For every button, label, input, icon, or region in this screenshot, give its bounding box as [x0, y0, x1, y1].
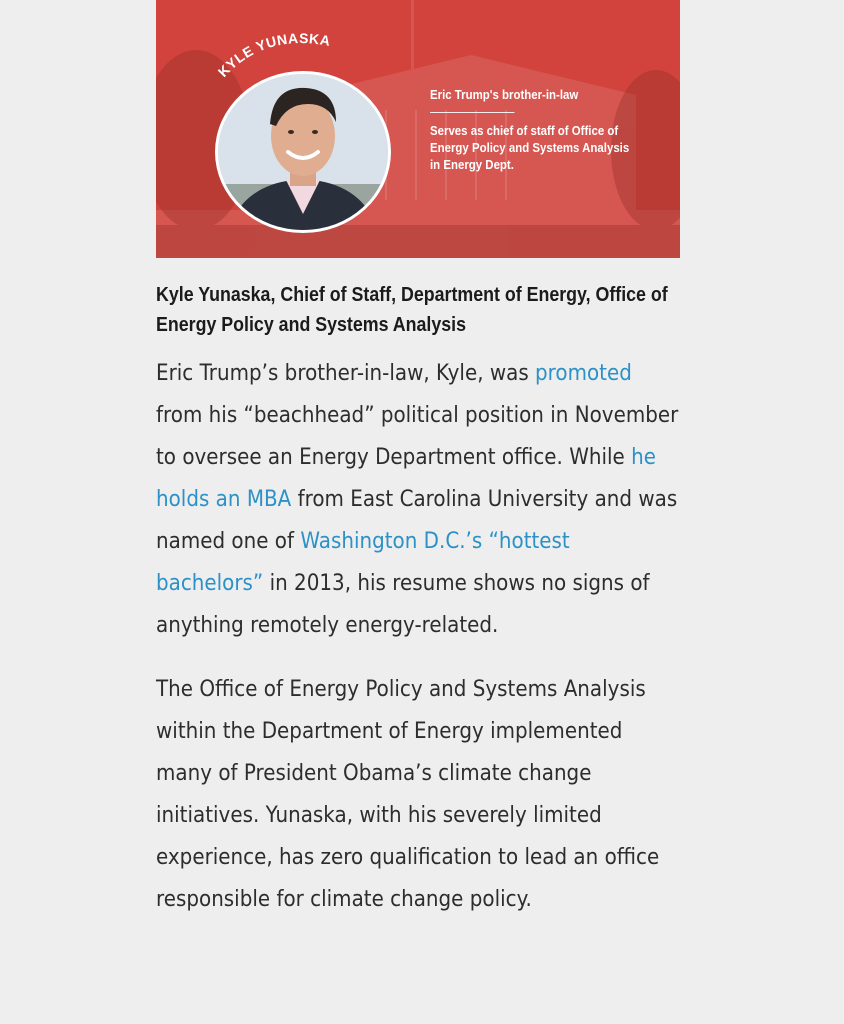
relation-label: Eric Trump's brother-in-law: [430, 87, 579, 102]
paragraph-1-text-c: from East Carolina University and was named one of: [156, 487, 678, 554]
hottest-bachelors-link[interactable]: Washington D.C.’s “hottest bachelors”: [156, 529, 570, 596]
role-label: Serves as chief of staff of Office of Energy Policy and Systems Analysis in Energy Dept.: [430, 123, 630, 172]
paragraph-1: [156, 353, 681, 647]
portrait-photo-icon: [218, 74, 388, 230]
mba-link[interactable]: he holds an MBA: [156, 445, 657, 512]
profile-banner: [156, 0, 680, 258]
article-page: [156, 0, 686, 921]
avatar: [215, 71, 391, 233]
avatar-frame: [215, 71, 389, 229]
paragraph-2: The Office of Energy Policy and Systems Analysis within the Department of Energy implemented many of President Obama’s climate change initiatives. Yunaska, with his severely limited experience, has zero qualification to lead an office responsible for climate change policy.: [156, 677, 660, 912]
promoted-link[interactable]: promoted: [535, 361, 632, 386]
paragraph-1-text-d: in 2013, his resume shows no signs of anything remotely energy-related.: [156, 571, 650, 638]
banner-caption: [430, 86, 630, 173]
paragraph-1-text-b: from his “beachhead” political position in November to oversee an Energy Department office. While: [156, 403, 679, 470]
paragraph-1-text-a: Eric Trump’s brother-in-law, Kyle, was: [156, 361, 536, 386]
article-heading: Kyle Yunaska, Chief of Staff, Department of Energy, Office of Energy Policy and Systems Analysis: [156, 284, 668, 336]
caption-divider: [430, 112, 514, 113]
name-arc-text: KYLE YUNASKA: [214, 30, 332, 80]
